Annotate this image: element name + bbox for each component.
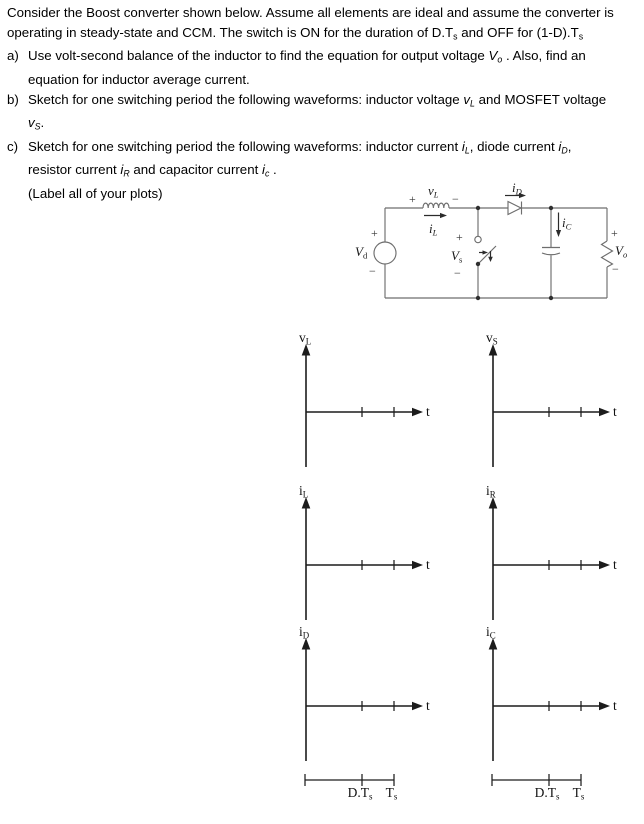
plot-axes [467, 330, 637, 470]
inductor-coil [423, 203, 449, 208]
plot-axes [467, 624, 637, 764]
inductor-current-arrow [424, 213, 447, 218]
problem-item-b [7, 90, 614, 137]
plot-axes [467, 483, 637, 623]
text-line: Sketch for one switching period the following waveforms: inductor current $i_L$, diode current $i_D$, [28, 138, 572, 156]
text-line: $v_S$. [28, 115, 45, 132]
inductor-minus-sign: − [452, 192, 459, 206]
label-vl: $v_L$ [428, 183, 439, 200]
x-axis-label-t: t [426, 698, 430, 713]
problem-statement [7, 3, 614, 204]
capacitor [542, 208, 560, 298]
time-ruler-left [280, 770, 450, 820]
plot-panel-vs [467, 330, 637, 470]
plot-axes [280, 330, 450, 470]
label-vo: $V_o$ [615, 243, 628, 260]
circuit-diagram [350, 180, 644, 305]
text-line: equation for inductor average current. [28, 71, 250, 87]
problem-item-a [7, 46, 614, 89]
label-vs: $V_s$ [451, 248, 463, 265]
plot-panel-vl [280, 330, 450, 470]
resistor [602, 241, 613, 267]
x-axis-label-t: t [613, 557, 617, 572]
circuit-wires [350, 180, 644, 305]
plot-ylabel-ir: $i_R$ [486, 483, 496, 500]
tick-label-ts: $T_s$ [385, 785, 398, 802]
switch-minus-sign: − [454, 266, 461, 280]
item-content [28, 90, 606, 137]
wire [385, 208, 607, 298]
item-content [28, 46, 586, 89]
label-ic: $i_C$ [562, 215, 572, 232]
inductor-plus-sign: + [409, 192, 416, 206]
plot-ylabel-ic: $i_C$ [486, 624, 496, 641]
voltage-source [374, 242, 396, 264]
plot-ylabel-vs: $v_S$ [486, 330, 498, 347]
label-il: $i_L$ [429, 221, 438, 238]
text-line: Sketch for one switching period the following waveforms: inductor voltage $v_L$ and MOSFET voltage [28, 91, 607, 109]
plot-axes [280, 483, 450, 623]
intro-line: Consider the Boost converter shown below. Assume all elements are ideal and assume the converter is [7, 5, 614, 20]
switch-contact [475, 236, 481, 242]
text-line: (Label all of your plots) [28, 185, 163, 201]
item-marker: b) [7, 91, 19, 107]
output-minus-sign: − [612, 262, 619, 276]
capacitor-current-arrow [556, 213, 561, 238]
text-line: resistor current $i_R$ and capacitor current $i_c$ . [28, 162, 277, 179]
plot-panel-id [280, 624, 450, 764]
plot-ylabel-id: $i_D$ [299, 624, 310, 641]
plot-ylabel-il: $i_L$ [299, 483, 309, 500]
x-axis-label-t: t [426, 404, 430, 419]
item-marker: a) [7, 48, 19, 64]
plot-panel-il [280, 483, 450, 623]
node-dots [476, 206, 553, 300]
label-vd: $V_d$ [355, 244, 368, 261]
x-axis-label-t: t [426, 557, 430, 572]
item-marker: c) [7, 138, 19, 154]
plot-panel-ir [467, 483, 637, 623]
plot-axes [280, 624, 450, 764]
output-plus-sign: + [611, 226, 618, 240]
plot-panel-ic [467, 624, 637, 764]
diode [508, 202, 521, 215]
tick-label-dts: $D.T_s$ [534, 785, 560, 802]
tick-label-ts: $T_s$ [572, 785, 585, 802]
text-line: Use volt-second balance of the inductor to find the equation for output voltage $V_o$ . Also, find an [28, 48, 586, 65]
switch-plus-sign: + [456, 230, 463, 244]
source-minus-sign: − [369, 264, 376, 278]
time-ruler-right [467, 770, 637, 820]
source-plus-sign: + [371, 226, 378, 240]
plot-ylabel-vl: $v_L$ [299, 330, 312, 347]
intro-line: operating in steady-state and CCM. The switch is ON for the duration of $D.T_s$ and OFF for $(1-D).T_s$ [7, 25, 584, 42]
tick-label-dts: $D.T_s$ [347, 785, 373, 802]
x-axis-label-t: t [613, 698, 617, 713]
label-id: $i_D$ [512, 180, 522, 197]
switch-blade [478, 246, 496, 264]
x-axis-label-t: t [613, 404, 617, 419]
